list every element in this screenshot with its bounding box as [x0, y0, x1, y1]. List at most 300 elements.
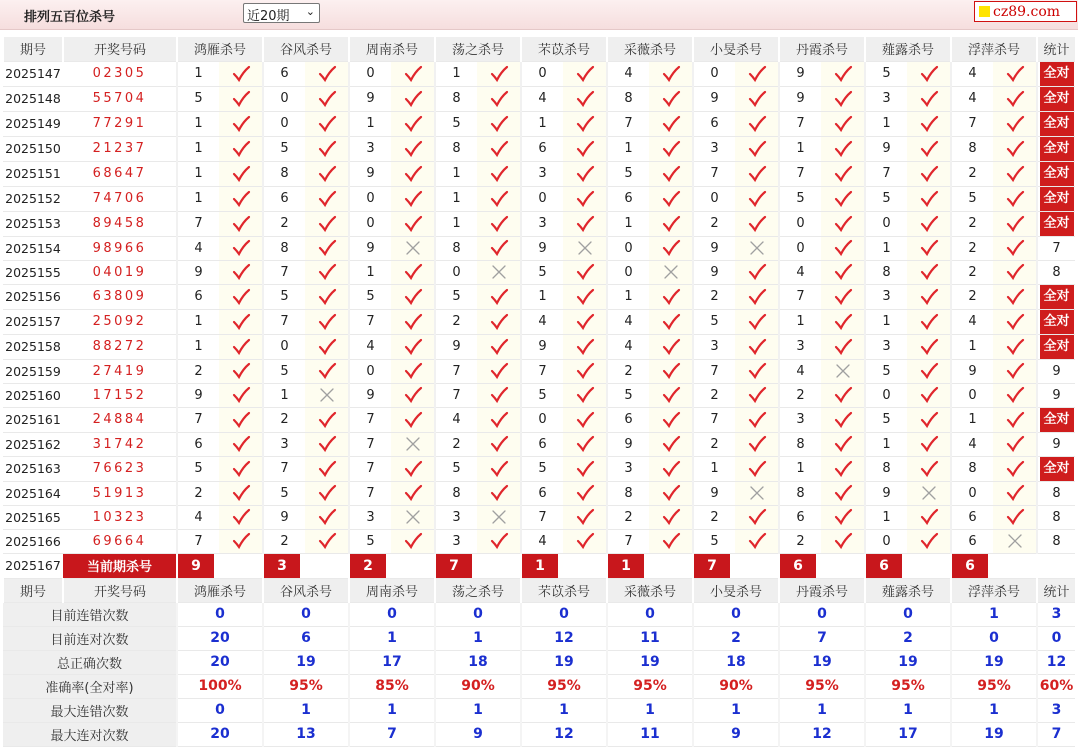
- result-mark-cell: [477, 186, 521, 211]
- check-icon: [231, 164, 251, 184]
- summary-value: 13: [263, 722, 349, 746]
- all-correct-badge: 全对: [1040, 212, 1074, 236]
- current-period-cell: 2025167: [3, 553, 63, 578]
- result-mark-cell: [219, 407, 263, 432]
- cross-icon: [403, 507, 423, 527]
- result-mark-cell: [477, 359, 521, 383]
- summary-value: 1: [951, 602, 1037, 626]
- kill-number-cell: 7: [435, 359, 477, 383]
- header-row: [3, 37, 1075, 61]
- kill-number-cell: 4: [951, 432, 993, 456]
- summary-value: 9: [435, 722, 521, 746]
- kill-number-cell: 1: [349, 260, 391, 284]
- check-icon: [747, 214, 767, 234]
- check-icon: [317, 312, 337, 332]
- kill-number-cell: 8: [951, 456, 993, 481]
- check-icon: [747, 312, 767, 332]
- kill-number-cell: 8: [607, 86, 649, 111]
- result-mark-cell: [993, 236, 1037, 260]
- col-header-expert: 采薇杀号: [607, 37, 693, 61]
- result-mark-cell: [907, 505, 951, 529]
- check-icon: [1005, 64, 1025, 84]
- stat-value: 8: [1052, 485, 1061, 501]
- check-icon: [1005, 139, 1025, 159]
- summary-stat-value: 7: [1037, 722, 1075, 746]
- result-mark-cell: [391, 309, 435, 334]
- check-icon: [489, 89, 509, 109]
- result-mark-cell: [563, 456, 607, 481]
- kill-number-cell: 0: [521, 407, 563, 432]
- result-mark-cell: [907, 161, 951, 186]
- kill-number-cell: 6: [521, 432, 563, 456]
- check-icon: [1005, 385, 1025, 405]
- kill-number-cell: 7: [177, 211, 219, 236]
- period-cell: 2025157: [3, 309, 63, 334]
- check-icon: [661, 287, 681, 307]
- kill-number-cell: 4: [951, 309, 993, 334]
- summary-value: 1: [521, 698, 607, 722]
- result-mark-cell: [305, 211, 349, 236]
- summary-label: 目前连错次数: [3, 602, 177, 626]
- result-mark-cell: [305, 432, 349, 456]
- check-icon: [747, 531, 767, 551]
- kill-number-cell: 2: [951, 260, 993, 284]
- result-mark-cell: [219, 334, 263, 359]
- period-range-select[interactable]: [243, 3, 320, 23]
- kill-number-cell: 7: [177, 529, 219, 553]
- kill-number-cell: 0: [349, 359, 391, 383]
- all-correct-badge: 全对: [1040, 408, 1074, 432]
- kill-number-cell: 4: [435, 407, 477, 432]
- table-row: [3, 407, 1075, 432]
- result-mark-cell: [219, 61, 263, 86]
- kill-number-cell: 2: [607, 505, 649, 529]
- kill-number-cell: 2: [435, 432, 477, 456]
- check-icon: [661, 189, 681, 209]
- result-mark-cell: [821, 260, 865, 284]
- summary-value: 95%: [865, 674, 951, 698]
- kill-number-cell: 1: [779, 136, 821, 161]
- result-mark-cell: [735, 236, 779, 260]
- result-mark-cell: [735, 383, 779, 407]
- period-cell: 2025149: [3, 111, 63, 136]
- col-header-period: 期号: [3, 578, 63, 602]
- result-mark-cell: [907, 456, 951, 481]
- check-icon: [317, 434, 337, 454]
- stat-cell: [1037, 505, 1075, 529]
- result-mark-cell: [305, 61, 349, 86]
- kill-number-cell: 1: [865, 111, 907, 136]
- summary-value: 1: [349, 626, 435, 650]
- check-icon: [919, 214, 939, 234]
- kill-number-cell: 9: [693, 86, 735, 111]
- check-icon: [833, 214, 853, 234]
- site-logo[interactable]: [974, 1, 1077, 22]
- draw-number-cell: 04019: [63, 260, 177, 284]
- result-mark-cell: [649, 456, 693, 481]
- check-icon: [575, 385, 595, 405]
- result-mark-cell: [563, 211, 607, 236]
- period-cell: 2025151: [3, 161, 63, 186]
- check-icon: [317, 238, 337, 258]
- kill-number-cell: 0: [865, 211, 907, 236]
- check-icon: [317, 89, 337, 109]
- col-header-expert: 荡之杀号: [435, 37, 521, 61]
- kill-number-cell: 0: [865, 529, 907, 553]
- check-icon: [575, 287, 595, 307]
- result-mark-cell: [391, 211, 435, 236]
- result-mark-cell: [563, 383, 607, 407]
- check-icon: [747, 507, 767, 527]
- kill-number-cell: 9: [349, 236, 391, 260]
- kill-number-cell: 1: [607, 211, 649, 236]
- kill-number-cell: 3: [865, 334, 907, 359]
- kill-number-cell: 1: [521, 111, 563, 136]
- period-cell: 2025166: [3, 529, 63, 553]
- result-mark-cell: [477, 432, 521, 456]
- kill-number-cell: 5: [865, 359, 907, 383]
- check-icon: [661, 312, 681, 332]
- kill-number-cell: 5: [435, 111, 477, 136]
- kill-number-cell: 9: [779, 61, 821, 86]
- result-mark-cell: [563, 136, 607, 161]
- period-cell: 2025155: [3, 260, 63, 284]
- kill-number-cell: 1: [607, 284, 649, 309]
- check-icon: [1005, 312, 1025, 332]
- check-icon: [489, 139, 509, 159]
- check-icon: [1005, 459, 1025, 479]
- kill-number-cell: 6: [521, 136, 563, 161]
- summary-value: 0: [263, 602, 349, 626]
- check-icon: [317, 531, 337, 551]
- summary-value: 19: [951, 722, 1037, 746]
- summary-value: 95%: [263, 674, 349, 698]
- summary-value: 85%: [349, 674, 435, 698]
- check-icon: [1005, 238, 1025, 258]
- result-mark-cell: [735, 61, 779, 86]
- result-mark-cell: [219, 260, 263, 284]
- current-kill-number: 9: [178, 554, 214, 578]
- kill-number-cell: 5: [521, 456, 563, 481]
- kill-number-cell: 4: [521, 309, 563, 334]
- current-kill-cell: [951, 553, 1037, 578]
- result-mark-cell: [305, 186, 349, 211]
- stat-value: 8: [1052, 264, 1061, 280]
- check-icon: [231, 312, 251, 332]
- result-mark-cell: [993, 161, 1037, 186]
- result-mark-cell: [735, 529, 779, 553]
- kill-number-cell: 3: [865, 86, 907, 111]
- col-header-draw: 开奖号码: [63, 578, 177, 602]
- kill-number-cell: 0: [779, 211, 821, 236]
- check-icon: [919, 507, 939, 527]
- result-mark-cell: [391, 161, 435, 186]
- cross-icon: [575, 238, 595, 258]
- kill-number-cell: 9: [693, 236, 735, 260]
- kill-number-cell: 0: [349, 186, 391, 211]
- kill-number-cell: 2: [693, 505, 735, 529]
- col-header-stat: 统计: [1037, 578, 1075, 602]
- period-cell: 2025165: [3, 505, 63, 529]
- check-icon: [1005, 189, 1025, 209]
- kill-number-cell: 0: [349, 61, 391, 86]
- result-mark-cell: [649, 505, 693, 529]
- current-kill-cell: [779, 553, 865, 578]
- result-mark-cell: [649, 334, 693, 359]
- check-icon: [1005, 361, 1025, 381]
- result-mark-cell: [563, 186, 607, 211]
- check-icon: [747, 434, 767, 454]
- table-row: [3, 432, 1075, 456]
- check-icon: [747, 361, 767, 381]
- check-icon: [661, 214, 681, 234]
- check-icon: [833, 385, 853, 405]
- result-mark-cell: [649, 407, 693, 432]
- result-mark-cell: [477, 505, 521, 529]
- kill-number-cell: 7: [177, 407, 219, 432]
- result-mark-cell: [563, 432, 607, 456]
- result-mark-cell: [821, 236, 865, 260]
- current-kill-cell: [865, 553, 951, 578]
- summary-value: 0: [521, 602, 607, 626]
- summary-value: 18: [693, 650, 779, 674]
- current-kill-cell: [349, 553, 435, 578]
- kill-number-cell: 5: [607, 161, 649, 186]
- result-mark-cell: [563, 481, 607, 505]
- kill-number-cell: 0: [263, 334, 305, 359]
- current-kill-cell: [521, 553, 607, 578]
- result-mark-cell: [907, 481, 951, 505]
- check-icon: [317, 410, 337, 430]
- result-mark-cell: [477, 211, 521, 236]
- kill-number-cell: 1: [177, 334, 219, 359]
- kill-number-cell: 6: [607, 186, 649, 211]
- kill-number-cell: 1: [177, 309, 219, 334]
- check-icon: [489, 189, 509, 209]
- kill-number-cell: 5: [693, 529, 735, 553]
- check-icon: [575, 89, 595, 109]
- summary-value: 19: [865, 650, 951, 674]
- table-row: [3, 359, 1075, 383]
- period-cell: 2025156: [3, 284, 63, 309]
- kill-number-cell: 5: [865, 186, 907, 211]
- draw-number-cell: 31742: [63, 432, 177, 456]
- result-mark-cell: [993, 383, 1037, 407]
- draw-number-cell: 24884: [63, 407, 177, 432]
- kill-number-cell: 4: [521, 529, 563, 553]
- stat-cell: [1037, 211, 1075, 236]
- current-kill-cell: [435, 553, 521, 578]
- stat-cell: [1037, 284, 1075, 309]
- check-icon: [231, 385, 251, 405]
- kill-number-cell: 9: [607, 432, 649, 456]
- kill-number-cell: 5: [865, 61, 907, 86]
- stat-cell: [1037, 456, 1075, 481]
- result-mark-cell: [735, 260, 779, 284]
- summary-row: [3, 602, 1075, 626]
- result-mark-cell: [563, 407, 607, 432]
- result-mark-cell: [563, 86, 607, 111]
- result-mark-cell: [563, 359, 607, 383]
- check-icon: [575, 483, 595, 503]
- check-icon: [747, 287, 767, 307]
- summary-value: 0: [693, 602, 779, 626]
- draw-number-cell: 55704: [63, 86, 177, 111]
- kill-number-cell: 5: [263, 284, 305, 309]
- kill-number-cell: 5: [349, 529, 391, 553]
- result-mark-cell: [735, 86, 779, 111]
- kill-number-cell: 5: [521, 383, 563, 407]
- check-icon: [489, 410, 509, 430]
- check-icon: [1005, 214, 1025, 234]
- stat-cell: [1037, 260, 1075, 284]
- summary-stat-value: 12: [1037, 650, 1075, 674]
- summary-value: 19: [263, 650, 349, 674]
- kill-number-cell: 9: [521, 236, 563, 260]
- result-mark-cell: [907, 211, 951, 236]
- check-icon: [403, 89, 423, 109]
- check-icon: [833, 434, 853, 454]
- result-mark-cell: [993, 432, 1037, 456]
- kill-number-cell: 7: [263, 260, 305, 284]
- result-mark-cell: [993, 284, 1037, 309]
- result-mark-cell: [391, 334, 435, 359]
- kill-number-cell: 4: [607, 334, 649, 359]
- summary-label: 准确率(全对率): [3, 674, 177, 698]
- result-mark-cell: [821, 529, 865, 553]
- check-icon: [231, 64, 251, 84]
- draw-number-cell: 74706: [63, 186, 177, 211]
- kill-number-cell: 7: [779, 284, 821, 309]
- result-mark-cell: [821, 334, 865, 359]
- table-row: [3, 334, 1075, 359]
- kill-number-cell: 7: [349, 309, 391, 334]
- result-mark-cell: [391, 284, 435, 309]
- kill-number-cell: 3: [865, 284, 907, 309]
- cross-icon: [661, 262, 681, 282]
- summary-value: 18: [435, 650, 521, 674]
- check-icon: [403, 385, 423, 405]
- current-kill-number: 6: [866, 554, 902, 578]
- cross-icon: [833, 361, 853, 381]
- check-icon: [833, 507, 853, 527]
- check-icon: [231, 337, 251, 357]
- result-mark-cell: [305, 161, 349, 186]
- kill-number-cell: 0: [951, 383, 993, 407]
- draw-number-cell: 51913: [63, 481, 177, 505]
- summary-stat-value: 3: [1037, 698, 1075, 722]
- result-mark-cell: [563, 61, 607, 86]
- kill-number-cell: 7: [693, 359, 735, 383]
- kill-number-cell: 1: [951, 334, 993, 359]
- check-icon: [661, 361, 681, 381]
- result-mark-cell: [391, 529, 435, 553]
- result-mark-cell: [649, 61, 693, 86]
- kill-number-cell: 1: [865, 505, 907, 529]
- kill-number-cell: 9: [779, 86, 821, 111]
- period-cell: 2025162: [3, 432, 63, 456]
- check-icon: [661, 410, 681, 430]
- kill-number-cell: 2: [693, 284, 735, 309]
- stat-value: 9: [1052, 436, 1061, 452]
- summary-label: 最大连对次数: [3, 722, 177, 746]
- kill-number-cell: 2: [435, 309, 477, 334]
- check-icon: [747, 189, 767, 209]
- result-mark-cell: [391, 359, 435, 383]
- kill-number-cell: 2: [951, 161, 993, 186]
- result-mark-cell: [391, 481, 435, 505]
- result-mark-cell: [735, 456, 779, 481]
- kill-number-cell: 1: [435, 161, 477, 186]
- check-icon: [575, 64, 595, 84]
- kill-number-cell: 9: [865, 136, 907, 161]
- kill-number-cell: 2: [951, 211, 993, 236]
- check-icon: [747, 89, 767, 109]
- summary-value: 6: [263, 626, 349, 650]
- check-icon: [489, 385, 509, 405]
- result-mark-cell: [735, 161, 779, 186]
- kill-number-cell: 5: [521, 260, 563, 284]
- result-mark-cell: [649, 260, 693, 284]
- check-icon: [231, 262, 251, 282]
- check-icon: [919, 434, 939, 454]
- result-mark-cell: [477, 529, 521, 553]
- check-icon: [231, 361, 251, 381]
- summary-value: 1: [349, 698, 435, 722]
- check-icon: [231, 287, 251, 307]
- result-mark-cell: [907, 359, 951, 383]
- check-icon: [403, 262, 423, 282]
- result-mark-cell: [649, 359, 693, 383]
- current-kill-label: 当前期杀号: [63, 553, 177, 578]
- kill-number-cell: 3: [607, 456, 649, 481]
- draw-number-cell: 88272: [63, 334, 177, 359]
- check-icon: [489, 459, 509, 479]
- summary-row: [3, 626, 1075, 650]
- result-mark-cell: [649, 529, 693, 553]
- summary-value: 11: [607, 722, 693, 746]
- result-mark-cell: [477, 383, 521, 407]
- summary-value: 0: [779, 602, 865, 626]
- kill-number-cell: 1: [951, 407, 993, 432]
- result-mark-cell: [649, 186, 693, 211]
- kill-number-cell: 4: [521, 86, 563, 111]
- kill-number-cell: 2: [263, 407, 305, 432]
- result-mark-cell: [993, 529, 1037, 553]
- table-row: [3, 86, 1075, 111]
- kill-number-cell: 0: [435, 260, 477, 284]
- cross-icon: [1005, 531, 1025, 551]
- result-mark-cell: [477, 260, 521, 284]
- check-icon: [317, 507, 337, 527]
- summary-value: 9: [693, 722, 779, 746]
- result-mark-cell: [305, 334, 349, 359]
- result-mark-cell: [907, 432, 951, 456]
- col-header-stat: 统计: [1037, 37, 1075, 61]
- result-mark-cell: [219, 309, 263, 334]
- summary-value: 95%: [779, 674, 865, 698]
- result-mark-cell: [563, 505, 607, 529]
- stat-cell: [1037, 309, 1075, 334]
- result-mark-cell: [649, 211, 693, 236]
- check-icon: [1005, 507, 1025, 527]
- check-icon: [317, 262, 337, 282]
- current-kill-number: 6: [780, 554, 816, 578]
- check-icon: [747, 139, 767, 159]
- kill-number-cell: 3: [693, 136, 735, 161]
- result-mark-cell: [821, 111, 865, 136]
- kill-number-cell: 3: [779, 407, 821, 432]
